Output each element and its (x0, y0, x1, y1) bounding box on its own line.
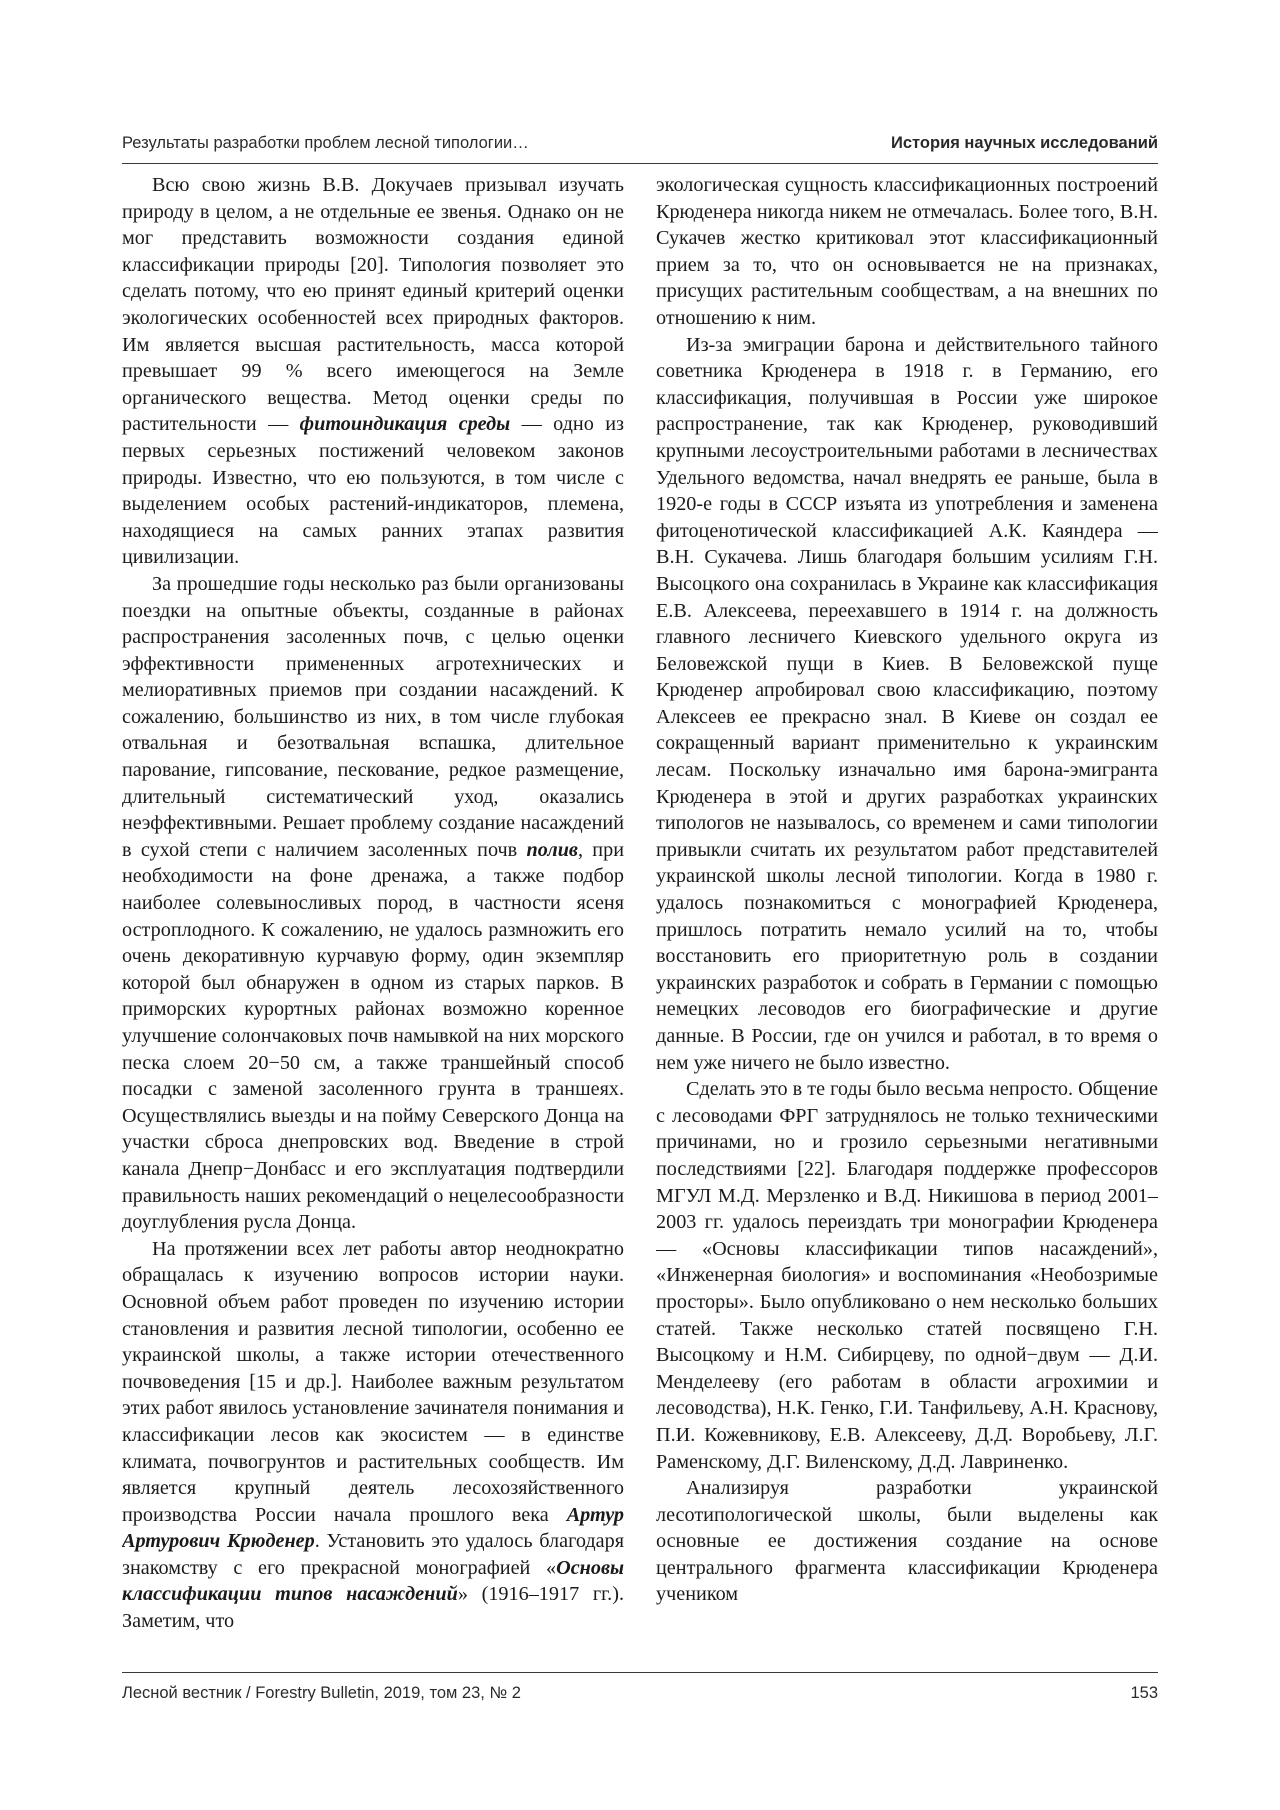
page-number: 153 (1130, 1684, 1158, 1702)
emphasis-term: полив (526, 838, 578, 861)
body-columns (122, 172, 1158, 1660)
paragraph: Сделать это в те годы было весьма непросто. Общение с лесоводами ФРГ затруднялось не только техническими причинами, но и грозило серьезными негативными последствиями [22]. Благодаря поддержке профессоров МГУЛ М.Д. Мерзленко и В.Д. Никишова в период 2001–2003 гг. удалось переиздать три монографии Крюденера — «Основы классификации типов насаждений», «Инженерная биология» и воспоминания «Необозримые просторы». Было опубликовано о нем несколько больших статей. Также несколько статей посвящено Г.Н. Высоцкому и Н.М. Сибирцеву, по одной−двум — Д.И. Менделееву (его работам в области агрохимии и лесоводства), Н.К. Генко, Г.И. Танфильеву, А.Н. Краснову, П.И. Кожевникову, Е.В. Алексееву, Д.Д. Воробьеву, Л.Г. Раменскому, Д.Г. Виленскому, Д.Д. Лавриненко. (656, 1078, 1158, 1473)
running-header (122, 134, 1158, 153)
journal-citation: Лесной вестник / Forestry Bulletin, 2019, том 23, № 2 (122, 1684, 521, 1702)
paragraph: Всю свою жизнь В.В. Докучаев призывал изучать природу в целом, а не отдельные ее звенья. Однако он не мог представить возможности создания единой классификации природы [20]. Типология позволяет это сделать потому, что ею принят единый критерий оценки экологических особенностей всех природных факторов. Им является высшая растительность, масса которой превышает 99 % всего имеющегося на Земле органического вещества. Метод оценки среды по растительности — фитоиндикация среды — одно из первых серьезных постижений человеком законов природы. Известно, что ею пользуются, в том числе с выделением особых растений-индикаторов, племена, находящиеся на самых ранних этапах развития цивилизации. (122, 174, 624, 569)
paragraph: Анализируя разработки украинской лесотипологической школы, были выделены как основные ее достижения создание на основе центрального фрагмента классификации Крюденера учеником (656, 1477, 1158, 1606)
emphasis-name: Артур Артурович Крюденер (122, 1503, 624, 1553)
paragraph: За прошедшие годы несколько раз были организованы поездки на опытные объекты, созданные в районах распространения засоленных почв, с целью оценки эффективности примененных агротехнических и мелиоративных приемов при создании насаждений. К сожалению, большинство из них, в том числе глубокая отвальная и безотвальная вспашка, длительное парование, гипсование, пескование, редкое размещение, длительный систематический уход, оказались неэффективными. Решает проблему создание насаждений в сухой степи с наличием засоленных почв полив, при необходимости на фоне дренажа, а также подбор наиболее солевыносливых пород, в частности ясеня остроплодного. К сожалению, не удалось размножить его очень декоративную курчавую форму, один экземпляр которой был обнаружен в одном из старых парков. В приморских курортных районах возможно коренное улучшение солончаковых почв намывкой на них морского песка слоем 20−50 см, а также траншейный способ посадки с заменой засоленного грунта в траншеях. Осуществлялись выезды и на пойму Северского Донца на участки сброса днепровских вод. Введение в строй канала Днепр−Донбасс и его эксплуатация подтвердили правильность наших рекомендаций о нецелесообразности доуглубления русла Донца. (122, 572, 624, 1234)
left-column (122, 172, 624, 1660)
running-footer (122, 1684, 1158, 1703)
paragraph: Из-за эмиграции барона и действительного тайного советника Крюденера в 1918 г. в Германию, его классификация, получившая в России уже широкое распространение, так как Крюденер, руководивший крупными лесоустроительными работами в лесничествах Удельного ведомства, начал внедрять ее раньше, была в 1920-е годы в СССР изъята из употребления и заменена фитоценотической классификацией А.К. Каяндера — В.Н. Сукачева. Лишь благодаря большим усилиям Г.Н. Высоцкого она сохранилась в Украине как классификация Е.В. Алексеева, переехавшего в 1914 г. на должность главного лесничего Киевского удельного округа из Беловежской пущи в Киев. В Беловежской пуще Крюденер апробировал свою классификацию, поэтому Алексеев ее прекрасно знал. В Киеве он создал ее сокращенный вариант применительно к украинским лесам. Поскольку изначально имя барона-эмигранта Крюденера в этой и других разработках украинских типологов не называлось, со временем и сами типологии привыкли считать их результатом работ представителей украинской школы лесной типологии. Когда в 1980 г. удалось познакомиться с монографией Крюденера, пришлось потратить немало усилий на то, чтобы восстановить его приоритетную роль в создании украинских разработок и собрать в Германии с помощью немецких лесоводов его биографические и другие данные. В России, где он учился и работал, в то время о нем уже ничего не было известно. (656, 333, 1158, 1074)
footer-divider (122, 1672, 1158, 1673)
article-title: Результаты разработки проблем лесной типологии… (122, 134, 529, 152)
emphasis-book-title: Основы классификации типов насаждений (122, 1556, 624, 1606)
paragraph: экологическая сущность классификационных построений Крюденера никогда никем не отмечалась. Более того, В.Н. Сукачев жестко критиковал этот классификационный прием за то, что он основывается не на признаках, присущих растительным сообществам, а на внешних по отношению к ним. (656, 174, 1158, 329)
emphasis-term: фитоиндикация среды (299, 413, 511, 436)
header-divider (122, 163, 1158, 164)
paragraph: На протяжении всех лет работы автор неоднократно обращалась к изучению вопросов истории науки. Основной объем работ проведен по изучению истории становления и развития лесной типологии, особенно ее украинской школы, а также истории отечественного почвоведения [15 и др.]. Наиболее важным результатом этих работ явилось установление зачинателя понимания и классификации лесов как экосистем — в единстве климата, почвогрунтов и растительных сообществ. Им является крупный деятель лесохозяйственного производства России начала прошлого века Артур Артурович Крюденер. Установить это удалось благодаря знакомству с его прекрасной монографией «Основы классификации типов насаждений» (1916–1917 гг.). Заметим, что (122, 1237, 624, 1633)
section-title: История научных исследований (891, 134, 1158, 152)
right-column (656, 172, 1158, 1660)
